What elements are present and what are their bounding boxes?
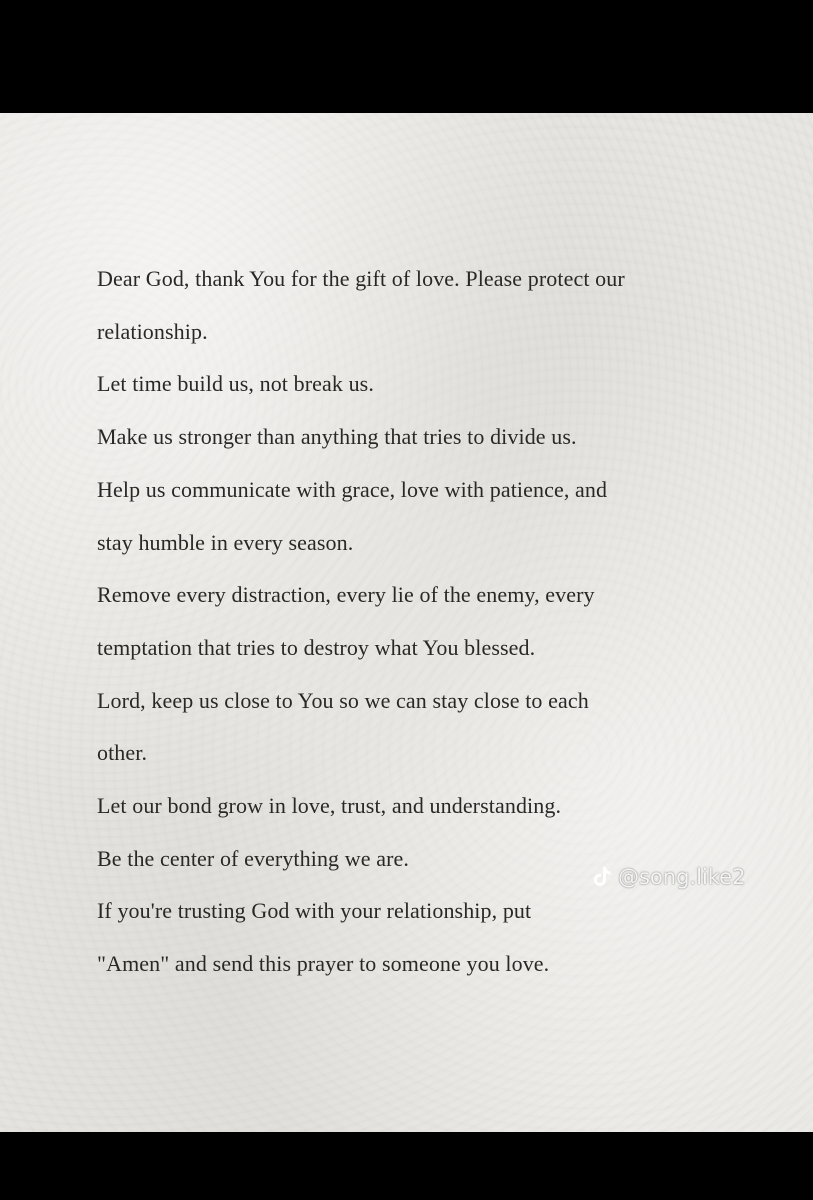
prayer-line: If you're trusting God with your relationship, put [97,898,532,924]
prayer-line: Remove every distraction, every lie of the enemy, every [97,582,595,608]
prayer-line: Help us communicate with grace, love with patience, and [97,476,608,502]
prayer-line: Dear God, thank You for the gift of love. Please protect our [97,266,625,291]
prayer-line: stay humble in every season. [97,529,354,555]
prayer-line: "Amen" and send this prayer to someone you love. [97,951,550,977]
prayer-line: Let time build us, not break us. [97,371,374,397]
prayer-line: Be the center of everything we are. [97,845,409,871]
prayer-line: Lord, keep us close to You so we can stay close to each [97,687,589,713]
prayer-line: Make us stronger than anything that tries to divide us. [97,424,577,450]
prayer-line: relationship. [97,318,208,344]
prayer-line: other. [97,740,148,766]
tiktok-icon [592,866,612,888]
watermark-handle: @song.like2 [618,865,746,889]
watermark [592,865,745,889]
paper-background [0,113,813,1132]
prayer-line: temptation that tries to destroy what You blessed. [97,634,536,660]
prayer-line: Let our bond grow in love, trust, and understanding. [97,793,562,819]
